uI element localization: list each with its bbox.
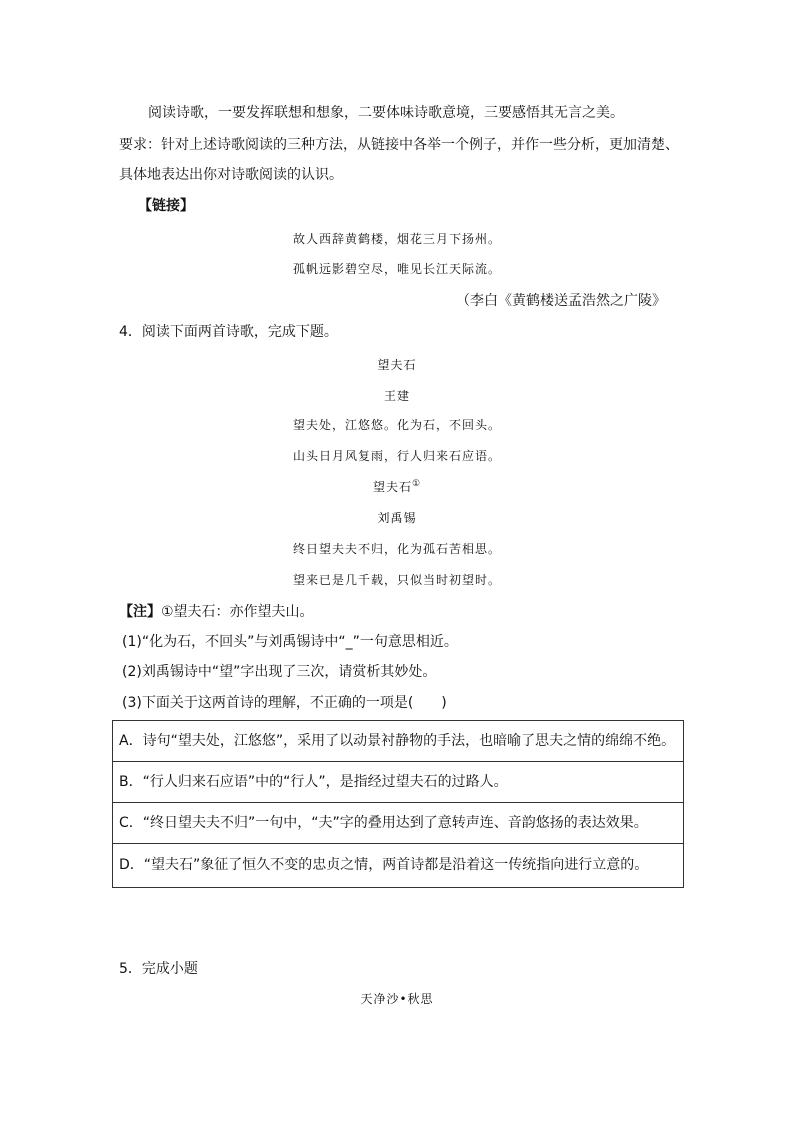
question-5-heading: 5．完成小题: [119, 961, 198, 977]
note-marker: ①: [411, 479, 422, 489]
requirement-line: 要求：针对上述诗歌阅读的三种方法，从链接中各举一个例子，并作一些分析，更加清楚、: [119, 137, 679, 153]
requirement-line-2: 具体地表达出你对诗歌阅读的认识。: [119, 167, 343, 183]
poem-title: 天净沙•秋思: [360, 992, 434, 1006]
poem-title: 望夫石①: [372, 479, 422, 494]
option-c[interactable]: C．“终日望夫夫不归”一句中，“夫”字的叠用达到了意转声连、音韵悠扬的表达效果。: [113, 803, 683, 844]
options-table: [112, 720, 684, 888]
option-d[interactable]: D．“望夫石”象征了恒久不变的忠贞之情，两首诗都是沿着这一传统指向进行立意的。: [119, 857, 649, 873]
sub-question-2: (2)刘禹锡诗中“望”字出现了三次，请赏析其妙处。: [122, 664, 437, 680]
poem-line: 孤帆远影碧空尽，唯见长江天际流。: [292, 262, 501, 276]
poem-title: 望夫石: [377, 358, 417, 372]
option-b[interactable]: B．“行人归来石应语”中的“行人”，是指经过望夫石的过路人。: [113, 762, 683, 803]
question-4-heading: 4．阅读下面两首诗歌，完成下题。: [119, 324, 338, 340]
poem-source: （李白《黄鹤楼送孟浩然之广陵》: [456, 293, 666, 309]
option-a[interactable]: A．诗句“望夫处，江悠悠”，采用了以动景衬静物的手法，也暗喻了思夫之情的绵绵不绝。: [113, 721, 683, 762]
poem-author: 刘禹锡: [377, 511, 417, 525]
poem-author: 王建: [383, 389, 410, 403]
annotation-note: [119, 603, 314, 621]
method-line: 阅读诗歌，一要发挥联想和想象，二要体味诗歌意境，三要感悟其无言之美。: [148, 105, 624, 121]
poem-line: 山头日月风复雨，行人归来石应语。: [292, 449, 501, 463]
sub-question-3: (3)下面关于这两首诗的理解，不正确的一项是( ): [122, 695, 447, 711]
note-text: ①望夫石：亦作望夫山。: [161, 604, 314, 620]
poem-line: 望夫处，江悠悠。化为石，不回头。: [292, 418, 501, 432]
link-heading: 【链接】: [138, 198, 194, 214]
poem-line: 故人西辞黄鹤楼，烟花三月下扬州。: [292, 232, 501, 246]
sub-question-1: (1)“化为石，不回头”与刘禹锡诗中“_”一句意思相近。: [122, 634, 458, 650]
note-label: 【注】: [119, 604, 161, 620]
poem-line: 终日望夫夫不归，化为孤石苦相思。: [292, 542, 501, 556]
poem-line: 望来已是几千载，只似当时初望时。: [292, 573, 501, 587]
